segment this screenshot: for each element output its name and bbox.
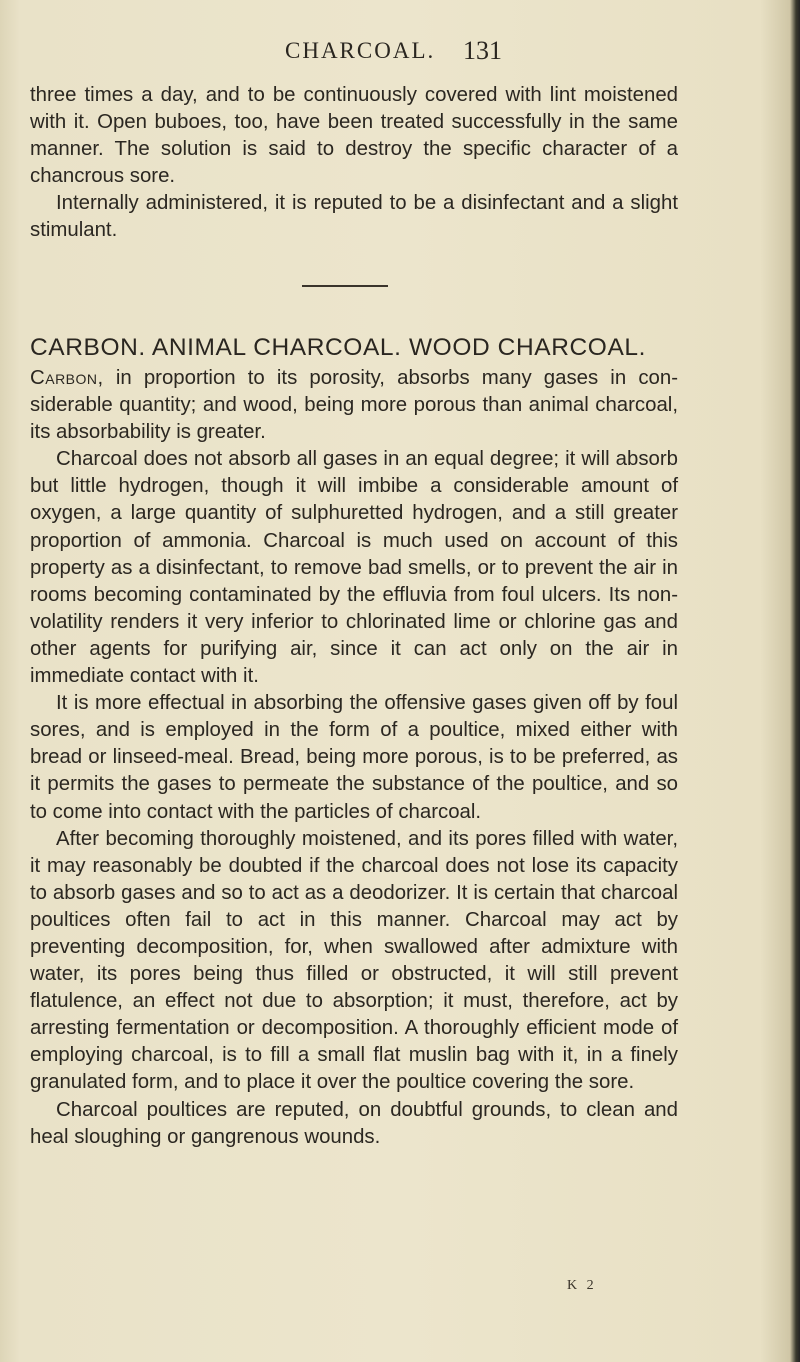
section-heading: CARBON. ANIMAL CHARCOAL. WOOD CHARCOAL. bbox=[30, 334, 647, 361]
page-number: 131 bbox=[463, 36, 502, 65]
paragraph: three times a day, and to be continuously covered with lint moistened with it. Open buboes, too, have been treated successfully in the same manner. The solution is said to destroy the specific character of a chancrous sore. bbox=[30, 84, 678, 188]
section-divider-rule bbox=[302, 285, 388, 287]
signature-mark: K 2 bbox=[567, 1278, 597, 1293]
running-head bbox=[0, 32, 800, 72]
paragraph: Internally administered, it is reputed to be a disinfectant and a slight stimulant. bbox=[30, 192, 678, 242]
section-text-block bbox=[30, 365, 678, 1151]
paragraph: After becoming thoroughly moistened, and its pores filled with water, it may reasonably be doubted if the charcoal does not lose its capacity to absorb gases and so to act as a deodorizer. It is certain that charcoal poultices often fail to act in this manner. Charcoal may act by preventing decomposition, for, when swallowed after admixture with water, its pores being thus filled or obstructed, it will still prevent flatulence, an effect not due to absorption; it must, therefore, act by arresting fermentation or decomposition. A thoroughly efficient mode of employing charcoal, is to fill a small flat muslin bag with it, in a finely granulated form, and to place it over the poultice covering the sore. bbox=[30, 827, 678, 1094]
paragraph: Charcoal does not absorb all gases in an equal degree; it will absorb but little hydrogen, though it will imbibe a considerable amount of oxygen, a large quantity of sulphuretted hydrogen, and a still greater proportion of ammonia. Charcoal is much used on account of this property as a disinfectant, to remove bad smells, or to prevent the air in rooms becoming contaminated by the effluvia from foul ulcers. Its non-volatility renders it very inferior to chlorinated lime or chlorine gas and other agents for purifying air, since it can act only on the air in immediate contact with it. bbox=[30, 448, 678, 688]
paragraph-text: in proportion to its porosity, absorbs many gases in considerable quantity; and wood, being more porous than animal charcoal, its absorbability is greater. bbox=[30, 367, 678, 444]
paragraph: Charcoal poultices are reputed, on doubtful grounds, to clean and heal sloughing or gangrenous wounds. bbox=[30, 1098, 678, 1148]
paragraph: It is more effectual in absorbing the offensive gases given off by foul sores, and is employed in the form of a poultice, mixed either with bread or linseed-meal. Bread, being more porous, is to be preferred, as it permits the gases to permeate the substance of the poultice, and so to come into contact with the particles of charcoal. bbox=[30, 692, 678, 823]
running-title: CHARCOAL. bbox=[285, 38, 436, 63]
lead-word: Carbon, bbox=[30, 367, 104, 389]
continued-text-block bbox=[30, 82, 678, 245]
paragraph bbox=[30, 365, 678, 446]
